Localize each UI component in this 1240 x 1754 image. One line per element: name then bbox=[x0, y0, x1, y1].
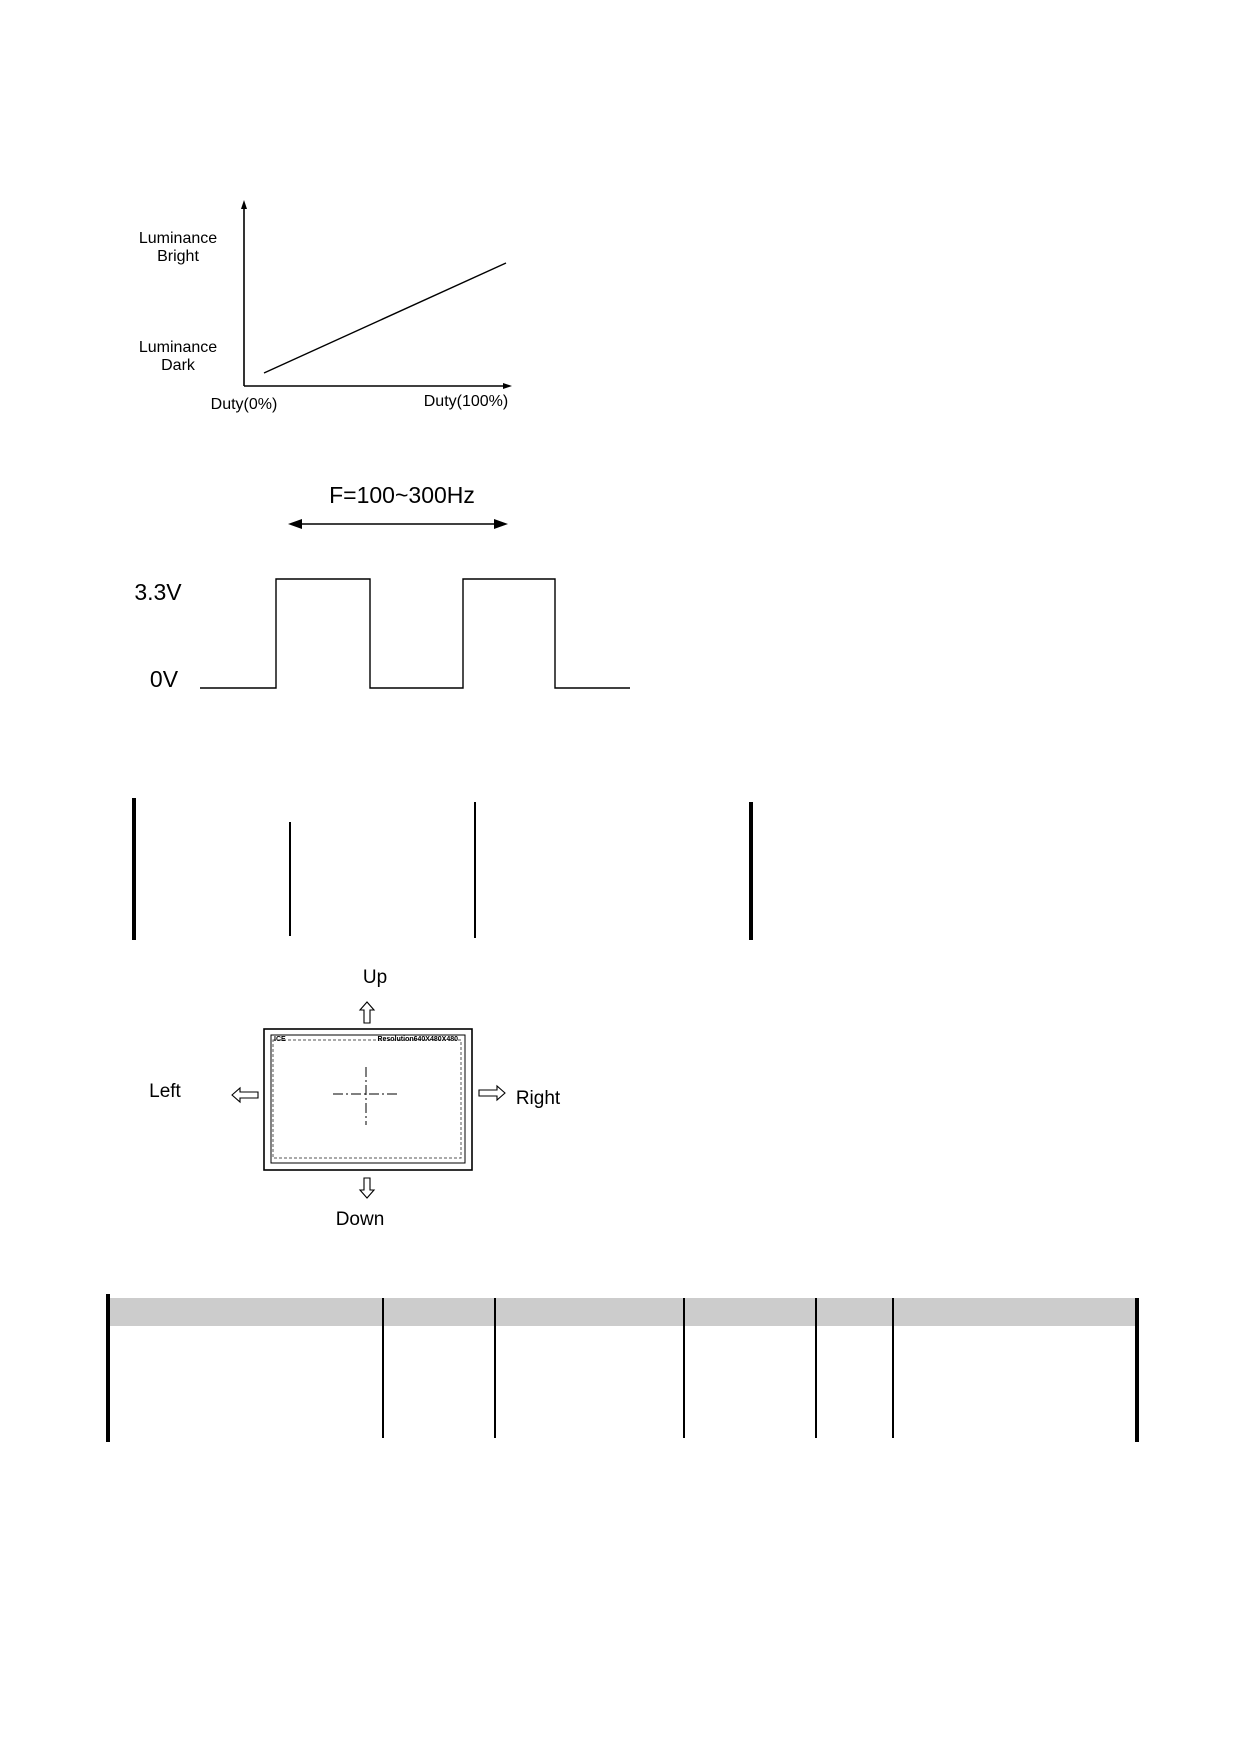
monitor-position-diagram bbox=[149, 967, 561, 1230]
period-arrow-left-head bbox=[288, 519, 302, 529]
up-arrow-icon bbox=[360, 1002, 374, 1023]
luminance-dark-label-line1: Luminance bbox=[138, 339, 218, 356]
table-header-row bbox=[108, 1298, 1137, 1326]
luminance-x-axis-arrow bbox=[503, 383, 512, 389]
duty-100-label: Duty(100%) bbox=[423, 393, 509, 410]
pwm-waveform bbox=[134, 482, 630, 692]
low-level-label: 0V bbox=[149, 666, 179, 692]
luminance-chart bbox=[139, 200, 512, 413]
luminance-bright-label-line1: Luminance bbox=[138, 230, 218, 247]
screen-osd-text: Resolution640X480X480 bbox=[377, 1036, 458, 1043]
luminance-bright-label-line2: Bright bbox=[157, 248, 199, 265]
luminance-dark-label-line2: Dark bbox=[161, 357, 195, 374]
right-label: Right bbox=[515, 1088, 561, 1109]
monitor-screen-area bbox=[271, 1035, 465, 1163]
down-label: Down bbox=[335, 1209, 385, 1230]
luminance-y-axis-arrow bbox=[241, 200, 247, 209]
frequency-label: F=100~300Hz bbox=[329, 482, 475, 508]
left-label: Left bbox=[149, 1081, 181, 1102]
up-label: Up bbox=[362, 967, 388, 988]
down-arrow-icon bbox=[360, 1178, 374, 1198]
high-level-label: 3.3V bbox=[134, 579, 182, 605]
table-fragment-vertical-rules bbox=[134, 798, 751, 940]
right-arrow-icon bbox=[479, 1086, 505, 1100]
duty-0-label: Duty(0%) bbox=[210, 396, 278, 413]
period-arrow-right-head bbox=[494, 519, 508, 529]
bottom-table-fragment bbox=[108, 1294, 1137, 1442]
luminance-trend-line bbox=[264, 263, 506, 373]
left-arrow-icon bbox=[232, 1088, 258, 1102]
square-wave bbox=[200, 579, 630, 688]
screen-corner-text: ICE bbox=[274, 1036, 286, 1043]
